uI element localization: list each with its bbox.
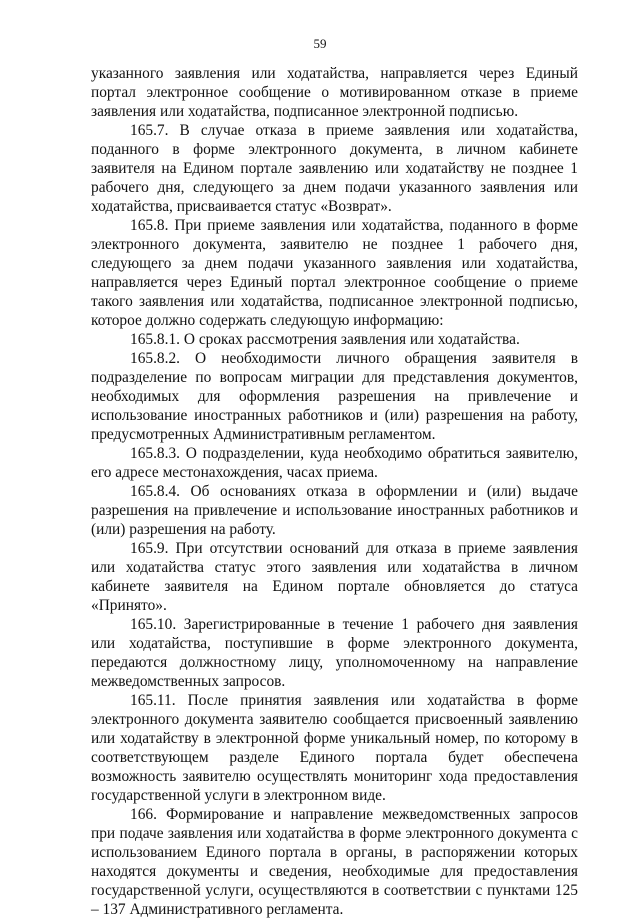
paragraph-165-8: 165.8. При приеме заявления или ходатайства, поданного в форме электронного документа, заявителю не позднее 1 рабочего дня, следующего за днем подачи указанного заявления или ходатайства, направляется через Единый портал электронное сообщение о приеме такого заявления или ходатайства, подписанное электронной подписью, которое должно содержать следующую информацию: <box>91 217 578 329</box>
paragraph-165-8-2: 165.8.2. О необходимости личного обращения заявителя в подразделение по вопросам миграции для представления документов, необходимых для оформления разрешения на привлечение и использование иностранных работников и (или) разрешения на работу, предусмотренных Административным регламентом. <box>91 350 578 443</box>
document-body <box>91 64 578 919</box>
paragraph-165-8-4: 165.8.4. Об основаниях отказа в оформлении и (или) выдаче разрешения на привлечение и использование иностранных работников и (или) разрешения на работу. <box>91 483 578 538</box>
paragraph-166: 166. Формирование и направление межведомственных запросов при подаче заявления или ходатайства в форме электронного документа с использованием Единого портала в органы, в распоряжении которых находятся документы и сведения, необходимые для предоставления государственной услуги, осуществляются в соответствии с пунктами 125 – 137 Административного регламента. <box>91 806 578 918</box>
paragraph-165-9: 165.9. При отсутствии оснований для отказа в приеме заявления или ходатайства статус этого заявления или ходатайства в личном кабинете заявителя на Едином портале обновляется до статуса «Принято». <box>91 540 578 614</box>
page-number: 59 <box>313 36 327 51</box>
paragraph-165-8-3: 165.8.3. О подразделении, куда необходимо обратиться заявителю, его адресе местонахождения, часах приема. <box>91 445 578 481</box>
paragraph-continuation: указанного заявления или ходатайства, направляется через Единый портал электронное сообщение о мотивированном отказе в приеме заявления или ходатайства, подписанное электронной подписью. <box>91 65 578 120</box>
paragraph-165-8-1: 165.8.1. О сроках рассмотрения заявления или ходатайства. <box>130 331 520 348</box>
paragraph-165-10: 165.10. Зарегистрированные в течение 1 рабочего дня заявления или ходатайства, поступившие в форме электронного документа, передаются должностному лицу, уполномоченному на направление межведомственных запросов. <box>91 616 578 690</box>
paragraph-165-7: 165.7. В случае отказа в приеме заявления или ходатайства, поданного в форме электронного документа, в личном кабинете заявителя на Едином портале заявлению или ходатайству не позднее 1 рабочего дня, следующего за днем подачи указанного заявления или ходатайства, присваивается статус «Возврат». <box>91 122 578 215</box>
paragraph-165-11: 165.11. После принятия заявления или ходатайства в форме электронного документа заявителю сообщается присвоенный заявлению или ходатайству в электронной форме уникальный номер, по которому в соответствующем разделе Единого портала будет обеспечена возможность заявителю осуществлять мониторинг хода предоставления государственной услуги в электронном виде. <box>91 692 578 804</box>
